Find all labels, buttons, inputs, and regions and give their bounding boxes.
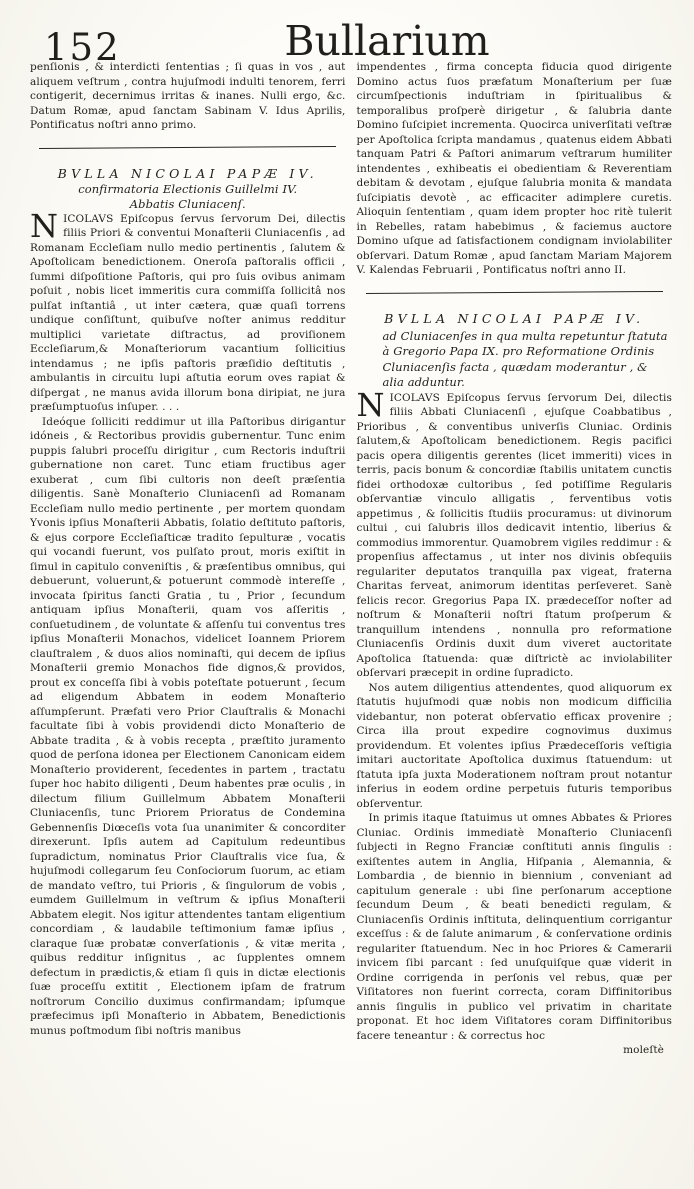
- bull1-heading: [30, 165, 346, 212]
- left-continuation-paragraph: penſionis , & interdicti ſententias ; ſi quas in vos , aut aliquem veſtrum , contra hujuſmodi indulti tenorem, ferri contigerit, decernimus irritas & inanes. Nulli ergo, &c. Datum Romæ, apud ſanctam Sabinam V. Idus Aprilis, Pontificatus noſtri anno primo.: [30, 61, 346, 131]
- bull2-heading: [357, 310, 673, 391]
- text-columns: [30, 60, 672, 1057]
- bull2-paragraph2: Nos autem diligentius attendentes, quod aliquorum ex ſtatutis hujuſmodi quæ nobis non modicum difficilia videbantur, non poterat obſervatio efficax provenire ; Circa illa prout expedire cognovimus duximus providendum. Et volentes ipſius Prædeceſſoris veſtigia imitari auctoritate Apoſtolica duximus ſtatuendum: ut ſtatuta ipſa juxta Moderationem noſtram prout notantur inferius in eodem ordine perpetuis futuris temporibus obſerventur.: [356, 681, 672, 810]
- bull2-dropcap-initial: N: [356, 385, 385, 424]
- running-title: Bullarium: [284, 17, 490, 65]
- catchword: moleſtè: [623, 1044, 664, 1056]
- bull2-paragraph1: [356, 385, 673, 681]
- bull1-dropcap-initial: N: [30, 206, 59, 245]
- bull1-paragraph1: [30, 206, 346, 415]
- left-section-divider: [39, 145, 336, 148]
- bull2-paragraph1-text: ICOLAVS Epiſcopus ſervus ſervorum Dei, dilectis filiis Abbati Cluniacenſi , ejuſque Coabbatibus , Prioribus , & conventibus univerſis Cluniac. Ordinis ſalutem,& Apoſtolicam benedictionem. Regis pacifici pacis opera diligentis gerentes (licet immeriti) vices in terris, pacis bonum & concordiæ ſtabilis unitatem cunctis fidei orthodoxæ cultoribus , ſed potiſſime Regularis obſervantiæ vinculo alligatis , ferventibus votis appetimus , & ſollicitis ſtudiis procuramus: ut divinorum cultui , cui ſalubris illos dedicavit intentio, liberius & commodius immorentur. Quamobrem vigiles reddimur : & propenſius affectamus , ut inter nos divinis obſequiis regulariter deputatos tranquilla pax vigeat, fraterna Charitas ferveat, animorum identitas perſeveret. Sanè felicis recor. Gregorius Papa IX. prædeceſſor noſter ad noſtrum & Monaſterii noſtri ſtatum proſperum & tranquillum intendens , nonnulla pro reformatione Cluniacenſis Ordinis duxit dum viveret auctoritate Apoſtolica ſtatuenda: quæ diſtrictè ac inviolabiliter obſervari præcepit in ordine ſupradicto.: [356, 391, 672, 679]
- bull1-subtitle-line2: Abbatis Cluniacenſ.: [129, 196, 246, 211]
- right-section-divider: [366, 290, 663, 293]
- right-column: [357, 60, 673, 1057]
- bull2-title: BVLLA NICOLAI PAPÆ IV.: [384, 310, 645, 326]
- bull2-subtitle: ad Cluniacenſes in qua multa repetuntur ſtatuta à Gregorio Papa IX. pro Reformatione Ordinis Cluniacenſis facta , quædam moderantur , & alia adduntur.: [382, 328, 668, 389]
- bull1-paragraph2: Ideóque ſolliciti reddimur ut illa Paſtoribus dirigantur idóneis , & Rectoribus providis gubernentur. Tunc enim puppis ſalubri proceſſu dirigitur , cum Rectoris induſtrii gubernatione non caret. Tunc etiam fructibus ager exuberat , cum ſibi cultoris non deeſt præſentia diligentis. Sanè Monaſterio Cluniacenſi ad Romanam Eccleſiam nullo medio pertinente , per mortem quondam Yvonis ipſius Monaſterii Abbatis, ſolatio deſtituto paſtoris, & ejus corpore Eccleſiaſticæ tradito ſepulturæ , vocatis qui vocandi fuerunt, vos pulſato prout, moris exiſtit in ſimul in capitulo conveniſtis , & præſentibus omnibus, qui debuerunt, voluerunt,& potuerunt commodè intereſſe , invocata ſpiritus ſancti Gratia , tu , Prior , ſecundum antiquam ipſius Monaſterii, quam vos aſſeritis , conſuetudinem , de voluntate & aſſenſu tui conventus tres ipſius Monaſterii Monachos, videlicet Ioannem Priorem clauſtralem , & duos alios nominaſti, qui decem de ipſius Monaſterii gremio Monachos fide dignos,& providos, prout ex conceſſa ſibi à vobis poteſtate potuerunt , ſecum ad eligendum Abbatem in eodem Monaſterio aſſumpſerunt. Præfati vero Prior Clauſtralis & Monachi facultate ſibi à vobis providendi dicto Monaſterio de Abbate tradita , & à vobis recepta , præſtito juramento quod de perſona idonea per Electionem Canonicam eidem Monaſterio providerent, ſecedentes in partem , tractatu ſuper hoc habito diligenti , Deum habentes præ oculis , in dilectum filium Guillelmum Abbatem Monaſterii Cluniacenſis, tunc Priorem Prioratus de Condemina Gebennenſis Diœceſis vota ſua unanimiter & concorditer direxerunt. Ipſis autem ad Capitulum redeuntibus ſupradictum, nominatus Prior Clauſtralis vice ſua, & hujuſmodi collegarum ſeu Conſociorum ſuorum, ac etiam de mandato veſtro, tui Prioris , & ſingulorum de vobis , eumdem Guillelmum in veſtrum & ipſius Monaſterii Abbatem elegit. Nos igitur attendentes tantam eligentium concordiam , & laudabile teſtimonium famæ ipſius , claraque ſuæ probatæ converſationis , & vitæ merita , quibus redditur inſignitus , ac ſupplentes omnem defectum in prædictis,& etiam ſi quis in dictæ electionis ſuæ proceſſu extitit , Electionem ipſam de fratrum noſtrorum Concilio duximus confirmandam; ipſumque præfecimus ipſi Monaſterio in Abbatem, Benedictionis munus poſtmodum ſibi noſtris manibus: [30, 415, 346, 1037]
- bull1-subtitle-line1: confirmatoria Electionis Guillelmi IV.: [78, 181, 298, 196]
- page-number: 152: [44, 26, 121, 69]
- left-column: [30, 60, 346, 1057]
- right-continuation-paragraph: impendentes , firma concepta fiducia quod dirigente Domino actus ſuos præfatum Monaſterium per ſuæ circumſpectionis induſtriam in ſpiritualibus & temporalibus proſperè dirigetur , & ſalubria dante Domino ſuſcipiet incrementa. Quocirca univerſitati veſtræ per Apoſtolica ſcripta mandamus , quatenus eidem Abbati tanquam Patri & Paſtori animarum veſtrarum humiliter intendentes , exhibeatis ei obedientiam & Reverentiam debitam & devotam , ejuſque ſalubria monita & mandata ſuſcipiatis devotè , ac efficaciter adimplere curetis. Alioquin ſententiam , quam idem propter hoc ritè tulerit in Rebelles, ratam habebimus , & faciemus auctore Domino uſque ad ſatisfactionem condignam inviolabiliter obſervari. Datum Romæ , apud ſanctam Mariam Majorem V. Kalendas Februarii , Pontificatus noſtri anno II.: [356, 61, 672, 276]
- bull1-title: BVLLA NICOLAI PAPÆ IV.: [57, 165, 318, 181]
- bull1-paragraph1-text: ICOLAVS Epiſcopus ſervus ſervorum Dei, dilectis filiis Priori & conventui Monaſterii Cluniacenſis , ad Romanam Eccleſiam nullo medio pertinentis , ſalutem & Apoſtolicam benedictionem. Oneroſa paſtoralis officii , ſummi diſpoſitione Paſtoris, qui pro ſuis ovibus animam poſuit , nobis licet immeritis cura commiſſa ſollicitâ nos pulſat inſtantiâ , ut inter cætera, quæ quaſi torrens undique conſiſtunt, quibuſve noſter animus redditur multiplici varietate diſtractus, ad proviſionem Eccleſiarum,& Monaſteriorum vacantium ſollicitius intendamus ; ne ipſis paſtoris præſidio deſtitutis , ambulantis in circuitu lupi aſtutia eorum oves rapiat & diſpergat , ne manus avida illorum bona diripiat, ne jura præſumptuoſus inſuper. . . .: [30, 212, 346, 413]
- bull2-paragraph3: In primis itaque ſtatuimus ut omnes Abbates & Priores Cluniac. Ordinis immediatè Monaſterio Cluniacenſi ſubjecti in Regno Franciæ conſtituti annis ſingulis : exiſtentes autem in Anglia, Hiſpania , Alemannia, & Lombardia , de biennio in biennium , conveniant ad capitulum generale : ubi ſine perſonarum acceptione ſecundum Deum , & beati benedicti regulam, & Cluniacenſis Ordinis inſtituta, delinquentium corrigantur exceſſus : & de ſalute animarum , & conſervatione ordinis regulariter ſtatuendum. Nec in hoc Priores & Camerarii invicem ſibi parcant : ſed unuſquiſque quæ viderit in Ordine corrigenda in perſonis vel rebus, quæ per Viſitatores non fuerint correcta, coram Diffinitoribus annis ſingulis in publico vel privatim in charitate proponat. Et hoc idem Viſitatores coram Diffinitoribus facere teneantur : & correctus hoc: [356, 812, 672, 1042]
